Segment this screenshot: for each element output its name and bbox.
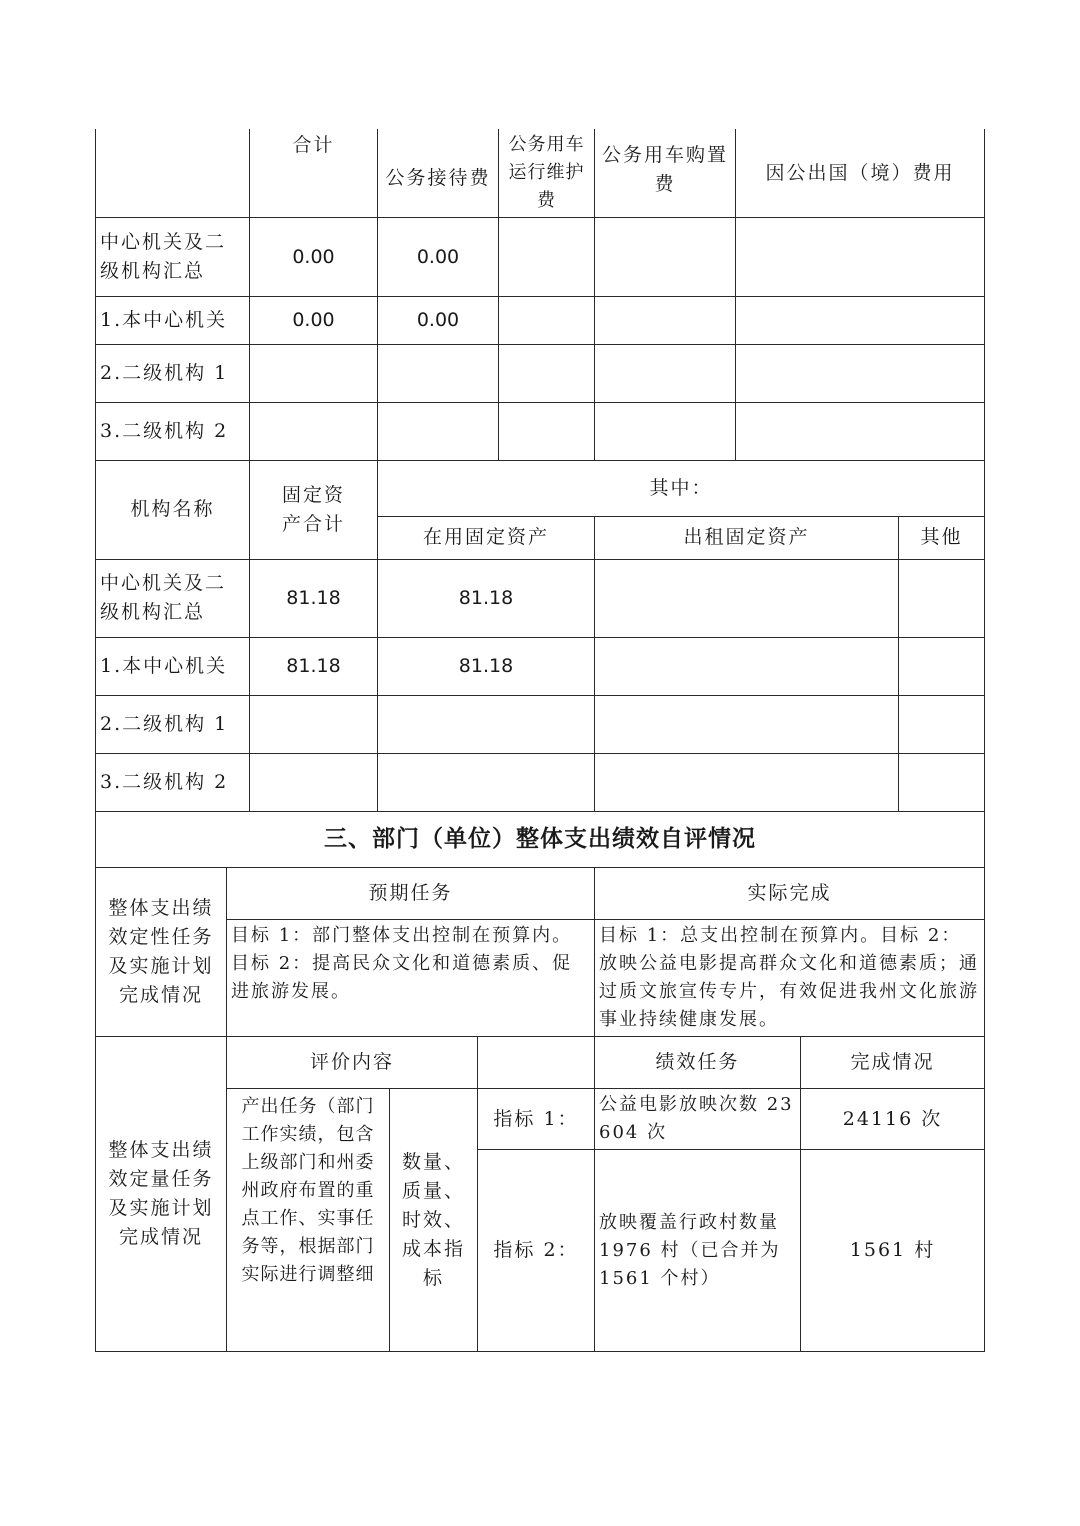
row-name: 1.本中心机关 (96, 637, 250, 695)
vehicle-buy-value (595, 218, 736, 297)
table-row (96, 345, 985, 403)
asset-rent-header: 出租固定资产 (595, 516, 899, 559)
indicator-done: 1561 村 (801, 1150, 985, 1352)
asset-total-value: 81.18 (250, 637, 378, 695)
blank-header-cell (478, 1037, 595, 1089)
abroad-value (736, 403, 985, 461)
header-vehicle-buy: 公务用车购置费 (595, 129, 736, 218)
qualitative-label: 整体支出绩效定性任务及实施计划完成情况 (96, 868, 227, 1037)
qualitative-header-row (96, 868, 985, 920)
asset-header-row (96, 461, 985, 516)
row-name: 3.二级机构 2 (96, 753, 250, 811)
header-vehicle-run: 公务用车运行维护费 (499, 129, 595, 218)
table-row (96, 559, 985, 637)
header-total: 合计 (250, 129, 378, 218)
total-value (250, 403, 378, 461)
row-name: 2.二级机构 1 (96, 695, 250, 753)
vehicle-buy-value (595, 345, 736, 403)
eval-content-header: 评价内容 (227, 1037, 478, 1089)
asset-total-header: 固定资产合计 (250, 461, 378, 559)
header-reception: 公务接待费 (378, 129, 499, 218)
section-title-row (96, 812, 985, 868)
expense-header-row (96, 129, 985, 218)
total-value: 0.00 (250, 218, 378, 297)
total-value (250, 345, 378, 403)
header-blank-cell (96, 129, 250, 218)
expense-table (95, 129, 985, 461)
task-header: 绩效任务 (595, 1037, 801, 1089)
asset-total-value (250, 753, 378, 811)
total-value: 0.00 (250, 297, 378, 345)
indicator-done: 24116 次 (801, 1089, 985, 1150)
asset-inuse-value: 81.18 (378, 637, 595, 695)
done-header: 完成情况 (801, 1037, 985, 1089)
indicator-task: 公益电影放映次数 23604 次 (595, 1089, 801, 1150)
asset-table (95, 461, 985, 812)
quantitative-header-row (96, 1037, 985, 1089)
vehicle-run-value (499, 218, 595, 297)
table-row (96, 403, 985, 461)
reception-value (378, 345, 499, 403)
expected-header: 预期任务 (227, 868, 595, 920)
table-row (96, 218, 985, 297)
header-abroad: 因公出国（境）费用 (736, 129, 985, 218)
asset-inuse-header: 在用固定资产 (378, 516, 595, 559)
reception-value (378, 403, 499, 461)
asset-rent-value (595, 559, 899, 637)
asset-other-header: 其他 (899, 516, 985, 559)
asset-rent-value (595, 753, 899, 811)
vehicle-buy-value (595, 297, 736, 345)
vehicle-buy-value (595, 403, 736, 461)
quantitative-label: 整体支出绩效定量任务及实施计划完成情况 (96, 1037, 227, 1352)
asset-total-value: 81.18 (250, 559, 378, 637)
row-name: 中心机关及二级机构汇总 (96, 559, 250, 637)
asset-name-header: 机构名称 (96, 461, 250, 559)
abroad-value (736, 218, 985, 297)
asset-inuse-value (378, 753, 595, 811)
expected-text: 目标 1：部门整体支出控制在预算内。目标 2：提高民众文化和道德素质、促进旅游发展。 (227, 920, 595, 1037)
indicator-label: 指标 2： (478, 1150, 595, 1352)
table-row (96, 297, 985, 345)
row-name: 1.本中心机关 (96, 297, 250, 345)
asset-inuse-value (378, 695, 595, 753)
asset-other-value (899, 637, 985, 695)
abroad-value (736, 345, 985, 403)
vehicle-run-value (499, 345, 595, 403)
section-title: 三、部门（单位）整体支出绩效自评情况 (96, 812, 985, 868)
row-name: 中心机关及二级机构汇总 (96, 218, 250, 297)
vehicle-run-value (499, 297, 595, 345)
performance-table (95, 812, 985, 1353)
table-row (96, 637, 985, 695)
row-name: 3.二级机构 2 (96, 403, 250, 461)
document-sheet (95, 129, 984, 1352)
asset-other-value (899, 695, 985, 753)
indicator-task: 放映覆盖行政村数量 1976 村（已合并为 1561 个村） (595, 1150, 801, 1352)
asset-other-value (899, 559, 985, 637)
row-name: 2.二级机构 1 (96, 345, 250, 403)
asset-among-header: 其中： (378, 461, 985, 516)
table-row (96, 695, 985, 753)
asset-inuse-value: 81.18 (378, 559, 595, 637)
indicator-dims: 数量、质量、时效、成本指标 (390, 1089, 478, 1352)
reception-value: 0.00 (378, 218, 499, 297)
actual-text: 目标 1：总支出控制在预算内。目标 2：放映公益电影提高群众文化和道德素质；通过质文旅宣传专片，有效促进我州文化旅游事业持续健康发展。 (595, 920, 985, 1037)
vehicle-run-value (499, 403, 595, 461)
reception-value: 0.00 (378, 297, 499, 345)
indicator-row (96, 1089, 985, 1150)
asset-other-value (899, 753, 985, 811)
asset-total-value (250, 695, 378, 753)
qualitative-content-row (96, 920, 985, 1037)
asset-rent-value (595, 695, 899, 753)
indicator-label: 指标 1： (478, 1089, 595, 1150)
asset-rent-value (595, 637, 899, 695)
table-row (96, 753, 985, 811)
abroad-value (736, 297, 985, 345)
output-task-text: 产出任务（部门工作实绩，包含上级部门和州委州政府布置的重点工作、实事任务等，根据部门实际进行调整细 (227, 1089, 390, 1352)
actual-header: 实际完成 (595, 868, 985, 920)
